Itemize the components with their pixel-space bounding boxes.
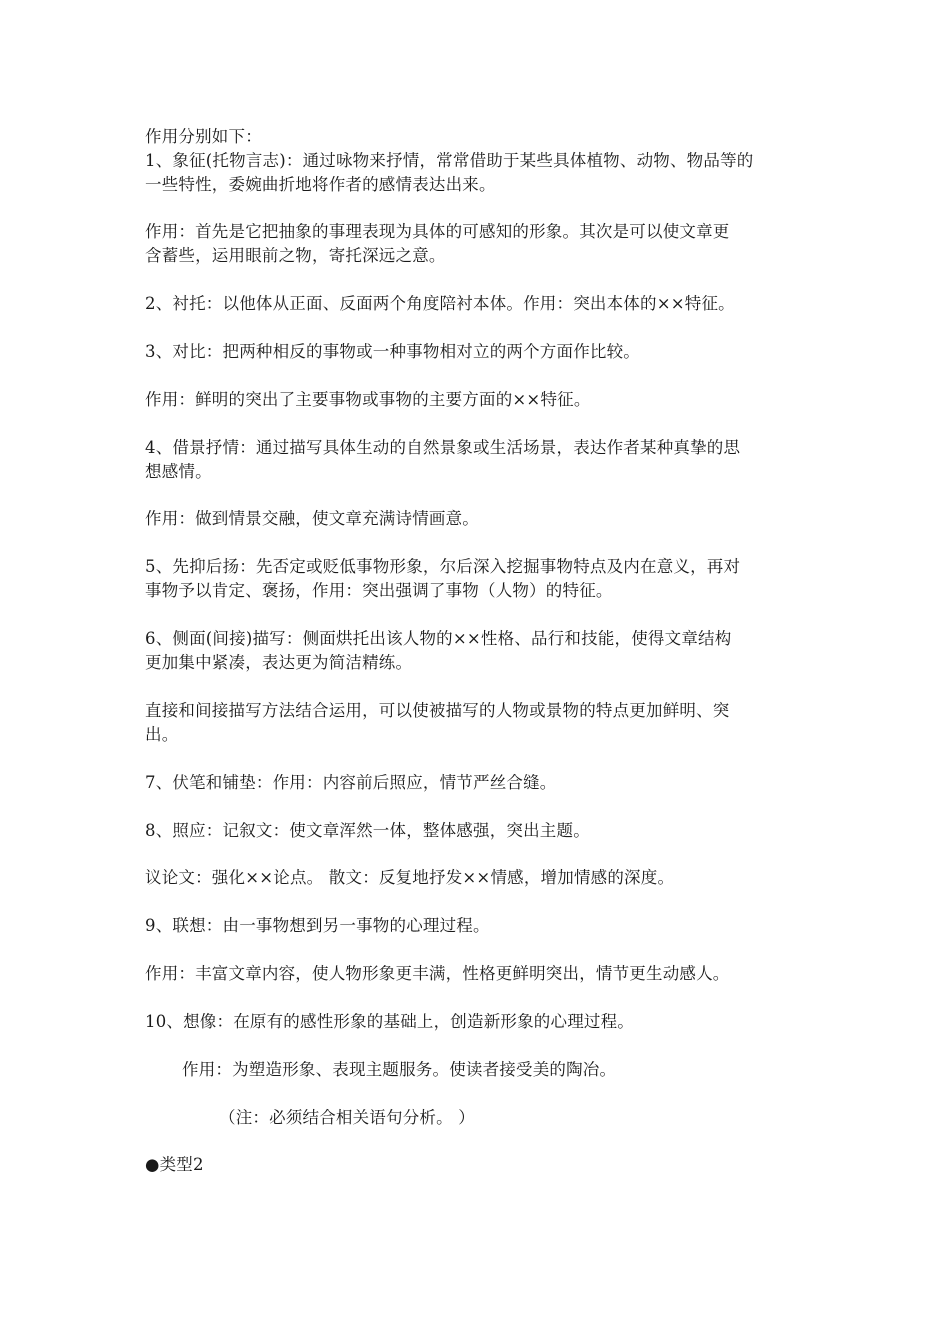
item-4-effect-line: 作用：做到情景交融，使文章充满诗情画意。	[145, 509, 479, 528]
item-7-line: 7、伏笔和铺垫：作用：内容前后照应，情节严丝合缝。	[145, 773, 557, 792]
item-8-essay-line: 议论文：强化××论点。 散文：反复地抒发××情感，增加情感的深度。	[145, 868, 675, 887]
item-5-line-1: 5、先抑后扬：先否定或贬低事物形象，尔后深入挖掘事物特点及内在意义，再对	[145, 557, 741, 576]
item-3-line: 3、对比：把两种相反的事物或一种事物相对立的两个方面作比较。	[145, 342, 640, 361]
item-10-line: 10、想像：在原有的感性形象的基础上，创造新形象的心理过程。	[145, 1012, 634, 1031]
combined-description-line-1: 直接和间接描写方法结合运用，可以使被描写的人物或景物的特点更加鲜明、突	[145, 701, 730, 720]
combined-description-line-2: 出。	[145, 725, 179, 744]
note-line: （注：必须结合相关语句分析。 ）	[219, 1108, 475, 1127]
item-6-line-1: 6、侧面(间接)描写：侧面烘托出该人物的××性格、品行和技能，使得文章结构	[145, 629, 732, 648]
item-1-line-1: 1、象征(托物言志)：通过咏物来抒情，常常借助于某些具体植物、动物、物品等的	[145, 151, 754, 170]
item-4-line-1: 4、借景抒情：通过描写具体生动的自然景象或生活场景，表达作者某种真挚的思	[145, 438, 741, 457]
item-1-effect-line-2: 含蓄些，运用眼前之物，寄托深远之意。	[145, 246, 446, 265]
item-4-line-2: 想感情。	[145, 462, 212, 481]
item-2-line: 2、衬托：以他体从正面、反面两个角度陪衬本体。作用：突出本体的××特征。	[145, 294, 735, 313]
item-1-effect-line-1: 作用：首先是它把抽象的事理表现为具体的可感知的形象。其次是可以使文章更	[145, 222, 730, 241]
item-6-line-2: 更加集中紧凑，表达更为简洁精练。	[145, 653, 413, 672]
item-5-line-2: 事物予以肯定、褒扬，作用：突出强调了事物（人物）的特征。	[145, 581, 613, 600]
intro-heading: 作用分别如下：	[145, 127, 262, 146]
item-9-effect-line: 作用：丰富文章内容，使人物形象更丰满，性格更鲜明突出，情节更生动感人。	[145, 964, 730, 983]
item-9-line: 9、联想：由一事物想到另一事物的心理过程。	[145, 916, 490, 935]
item-1-line-2: 一些特性，委婉曲折地将作者的感情表达出来。	[145, 175, 496, 194]
item-10-effect-line: 作用：为塑造形象、表现主题服务。使读者接受美的陶冶。	[182, 1060, 617, 1079]
item-8-line: 8、照应：记叙文：使文章浑然一体，整体感强，突出主题。	[145, 821, 590, 840]
section-type-2-heading: ●类型2	[145, 1155, 204, 1174]
item-3-effect-line: 作用：鲜明的突出了主要事物或事物的主要方面的××特征。	[145, 390, 591, 409]
